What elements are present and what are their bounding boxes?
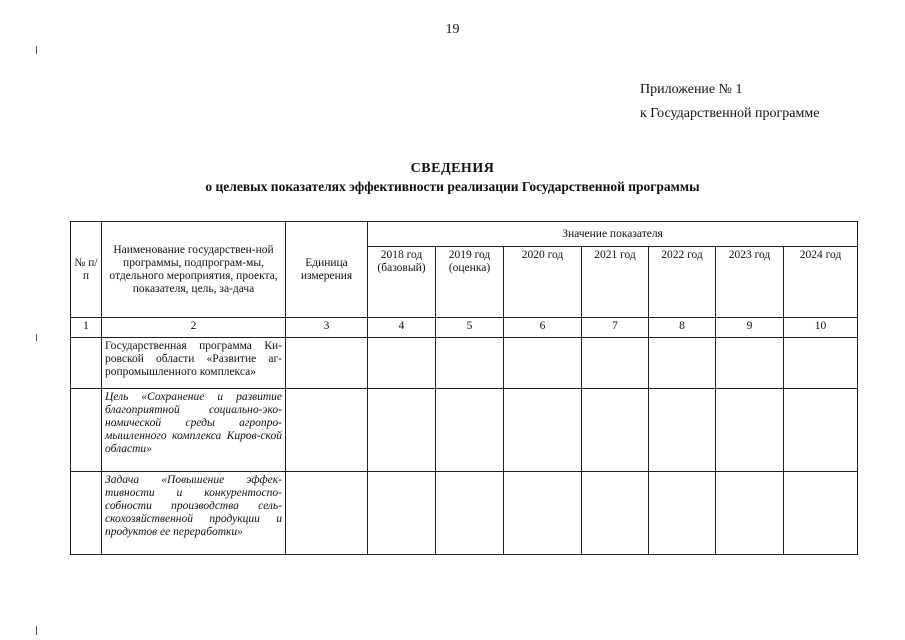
- empty-cell: [582, 389, 649, 472]
- header-year: 2021 год: [582, 247, 649, 318]
- header-year: 2020 год: [504, 247, 582, 318]
- column-number: 9: [716, 318, 784, 338]
- empty-cell: [368, 472, 436, 555]
- indicators-table: [70, 221, 858, 555]
- scan-speck: [36, 626, 37, 635]
- column-number: 6: [504, 318, 582, 338]
- header-year: 2019 год (оценка): [436, 247, 504, 318]
- column-number: 3: [286, 318, 368, 338]
- row-name-task: Задача «Повышение эффек-тивности и конкурентоспо-собности производства сель-скохозяйственной продукции и продуктов ее переработки»: [102, 472, 286, 555]
- empty-cell: [784, 338, 858, 389]
- empty-cell: [649, 389, 716, 472]
- header-num: № п/п: [71, 222, 102, 318]
- row-num-cell: [71, 472, 102, 555]
- row-num-cell: [71, 338, 102, 389]
- scan-speck: [36, 46, 37, 54]
- empty-cell: [368, 389, 436, 472]
- empty-cell: [649, 338, 716, 389]
- empty-cell: [368, 338, 436, 389]
- empty-cell: [716, 389, 784, 472]
- row-num-cell: [71, 389, 102, 472]
- empty-cell: [286, 389, 368, 472]
- empty-cell: [436, 389, 504, 472]
- table-row: [71, 389, 858, 472]
- empty-cell: [286, 472, 368, 555]
- document-subtitle: о целевых показателях эффективности реализации Государственной программы: [205, 179, 700, 194]
- appendix-reference: к Государственной программе: [640, 106, 820, 121]
- empty-cell: [716, 472, 784, 555]
- empty-cell: [436, 338, 504, 389]
- empty-cell: [436, 472, 504, 555]
- header-year: 2024 год: [784, 247, 858, 318]
- document-title: СВЕДЕНИЯ: [410, 161, 495, 176]
- column-number: 4: [368, 318, 436, 338]
- empty-cell: [504, 389, 582, 472]
- row-name-program: Государственная программа Ки-ровской области «Развитие аг-ропромышленного комплекса»: [102, 338, 286, 389]
- column-numbers-row: [71, 318, 858, 338]
- empty-cell: [504, 338, 582, 389]
- column-number: 1: [71, 318, 102, 338]
- empty-cell: [784, 472, 858, 555]
- empty-cell: [716, 338, 784, 389]
- empty-cell: [649, 472, 716, 555]
- header-values-group: Значение показателя: [368, 222, 858, 247]
- table-header-row: [71, 222, 858, 247]
- header-name: Наименование государствен-ной программы, подпрограм-мы, отдельного мероприятия, проекта, показателя, цель, за-дача: [102, 222, 286, 318]
- empty-cell: [582, 338, 649, 389]
- empty-cell: [286, 338, 368, 389]
- column-number: 8: [649, 318, 716, 338]
- empty-cell: [582, 472, 649, 555]
- appendix-label: Приложение № 1: [640, 82, 743, 97]
- empty-cell: [784, 389, 858, 472]
- page-number: 19: [445, 22, 460, 37]
- column-number: 2: [102, 318, 286, 338]
- header-year: 2018 год (базовый): [368, 247, 436, 318]
- column-number: 7: [582, 318, 649, 338]
- column-number: 5: [436, 318, 504, 338]
- column-number: 10: [784, 318, 858, 338]
- header-unit: Единица измерения: [286, 222, 368, 318]
- row-name-goal: Цель «Сохранение и развитие благоприятной социально-эко-номической среды агропро-мышленного комплекса Киров-ской области»: [102, 389, 286, 472]
- header-year: 2022 год: [649, 247, 716, 318]
- header-year: 2023 год: [716, 247, 784, 318]
- scan-speck: [36, 334, 37, 341]
- table-row: [71, 338, 858, 389]
- empty-cell: [504, 472, 582, 555]
- table-row: [71, 472, 858, 555]
